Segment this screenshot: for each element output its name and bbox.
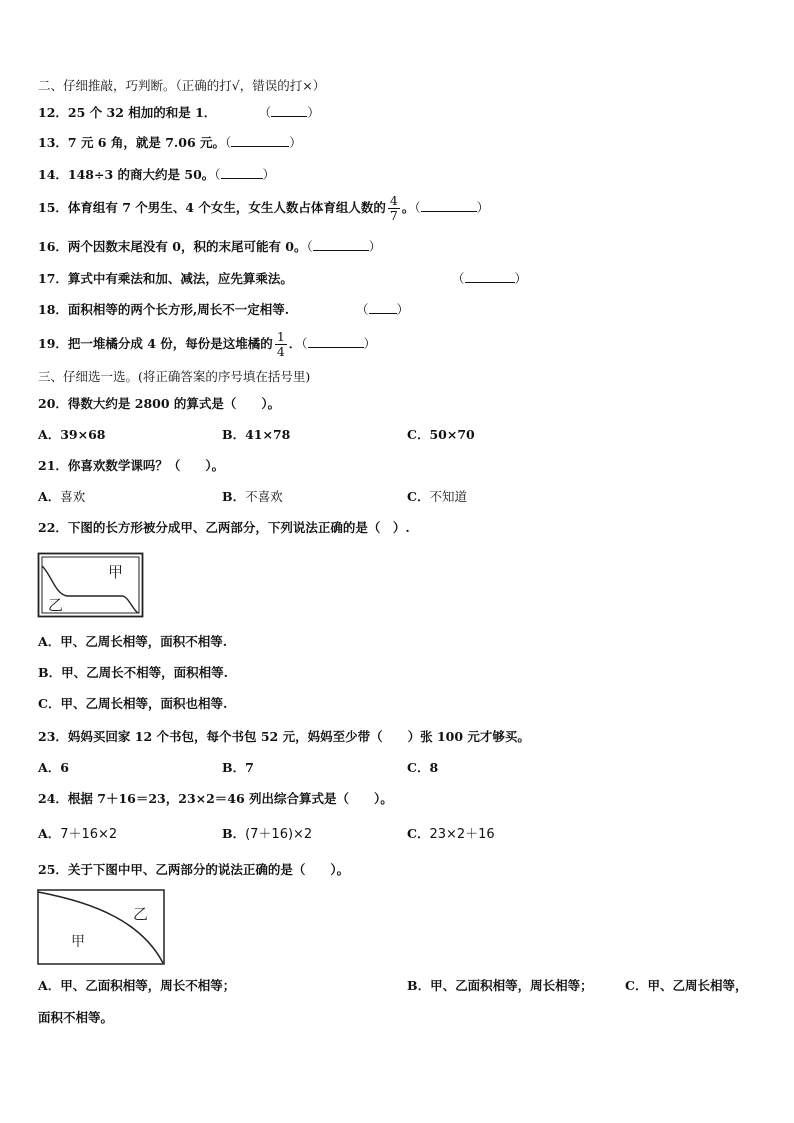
question-text: 25 个 32 相加的和是 1． xyxy=(67,105,217,120)
question-17 xyxy=(38,271,293,287)
label-yi: 乙 xyxy=(133,905,149,923)
question-text: 两个因数末尾没有 0，积的末尾可能有 0。 xyxy=(67,239,307,254)
question-text: 你喜欢数学课吗？（ ）。 xyxy=(67,458,225,473)
answer-blank[interactable] xyxy=(231,135,289,147)
option-b[interactable]: B．不喜欢 xyxy=(222,489,283,504)
question-16: 16．两个因数末尾没有 0，积的末尾可能有 0。（ ） xyxy=(38,239,382,254)
option-c[interactable]: C．甲、乙周长相等，面积也相等. xyxy=(38,696,228,711)
answer-blank[interactable] xyxy=(308,336,364,348)
question-number: 14． xyxy=(38,167,68,182)
option-c[interactable]: C．8 xyxy=(407,760,439,775)
option-b[interactable]: B．甲、乙面积相等，周长相等； xyxy=(407,978,593,993)
question-19: 19．把一堆橘分成 4 份，每份是这堆橘的 $\frac{1}{4}$ ．（ ） xyxy=(38,329,377,359)
question-text: 148÷3 的商大约是 50。 xyxy=(67,167,215,182)
option-b[interactable]: B．甲、乙周长不相等，面积相等. xyxy=(38,665,228,680)
question-number: 24． xyxy=(38,791,68,806)
question-18-answer: （ ） xyxy=(356,302,410,317)
question-22 xyxy=(38,520,410,536)
option-a[interactable]: A．7＋16×2 xyxy=(38,826,118,842)
question-number: 13． xyxy=(38,135,68,150)
label-jia: 甲 xyxy=(108,563,124,581)
question-number: 17． xyxy=(38,271,68,286)
question-text: 面积相等的两个长方形,周长不一定相等. xyxy=(67,302,290,317)
option-c[interactable]: C．不知道 xyxy=(407,489,467,504)
question-14: 14．148÷3 的商大约是 50。（ ） xyxy=(38,167,276,182)
question-number: 15． xyxy=(38,200,68,215)
section-2-title: 二、仔细推敲，巧判断。（正确的打√，错误的打×） xyxy=(38,78,326,93)
option-a[interactable]: A．甲、乙面积相等，周长不相等； xyxy=(38,978,236,993)
option-a[interactable]: A．6 xyxy=(38,760,69,775)
question-21 xyxy=(38,458,224,474)
question-12: 12．25 个 32 相加的和是 1． （ ） xyxy=(38,105,320,120)
rectangle-figure-22 xyxy=(37,552,145,618)
question-number: 16． xyxy=(38,239,68,254)
fraction-1-4: $\frac{1}{4}$ xyxy=(276,329,285,359)
question-text: 7 元 6 角，就是 7.06 元。 xyxy=(67,135,226,150)
option-b[interactable]: B．41×78 xyxy=(222,427,291,442)
question-text: 妈妈买回家 12 个书包，每个书包 52 元，妈妈至少带（ ）张 100 元才够买。 xyxy=(67,729,530,744)
question-15: 15．体育组有 7 个男生、4 个女生，女生人数占体育组人数的 $\frac{4}{7}$ 。（ ） xyxy=(38,193,490,223)
question-number: 23． xyxy=(38,729,68,744)
fraction-4-7: $\frac{4}{7}$ xyxy=(389,193,398,223)
question-text: 体育组有 7 个男生、4 个女生，女生人数占体育组人数的 xyxy=(67,200,386,215)
option-c[interactable]: C．50×70 xyxy=(407,427,475,442)
label-jia: 甲 xyxy=(71,934,85,950)
section-3-title: 三、仔细选一选。(将正确答案的序号填在括号里) xyxy=(38,369,311,384)
question-number: 21． xyxy=(38,458,68,473)
answer-blank[interactable] xyxy=(271,105,307,117)
option-c-continued: 面积不相等。 xyxy=(38,1010,114,1025)
question-number: 20． xyxy=(38,396,68,411)
question-25 xyxy=(38,862,349,878)
question-text: 关于下图中甲、乙两部分的说法正确的是（ ）。 xyxy=(67,862,350,877)
option-b[interactable]: B．7 xyxy=(222,760,254,775)
question-text: 下图的长方形被分成甲、乙两部分，下列说法正确的是（ ）. xyxy=(67,520,410,535)
option-b[interactable]: B．(7＋16)×2 xyxy=(222,826,313,842)
label-yi: 乙 xyxy=(48,596,64,614)
option-c[interactable]: C．23×2＋16 xyxy=(407,826,495,842)
question-number: 12． xyxy=(38,105,68,120)
question-20 xyxy=(38,396,280,412)
question-18 xyxy=(38,302,289,318)
question-number: 25． xyxy=(38,862,68,877)
question-number: 19． xyxy=(38,336,68,351)
answer-blank[interactable] xyxy=(221,167,263,179)
answer-blank[interactable] xyxy=(369,302,397,314)
answer-blank[interactable] xyxy=(465,271,515,283)
question-24 xyxy=(38,791,393,807)
question-text: 把一堆橘分成 4 份，每份是这堆橘的 xyxy=(67,336,273,351)
question-17-answer: （ ） xyxy=(452,271,528,286)
question-text: 根据 7＋16＝23，23×2＝46 列出综合算式是（ ）。 xyxy=(67,791,393,806)
question-13: 13．7 元 6 角，就是 7.06 元。（ ） xyxy=(38,135,302,150)
answer-blank[interactable] xyxy=(313,239,369,251)
option-a[interactable]: A．甲、乙周长相等，面积不相等. xyxy=(38,634,228,649)
question-text: 得数大约是 2800 的算式是（ ）。 xyxy=(67,396,281,411)
rectangle-figure-25 xyxy=(37,889,166,966)
dividing-curve xyxy=(38,892,163,963)
option-a[interactable]: A．39×68 xyxy=(38,427,106,442)
option-a[interactable]: A．喜欢 xyxy=(38,489,86,504)
option-c[interactable]: C．甲、乙周长相等， xyxy=(625,978,748,993)
question-text: 算式中有乘法和加、减法，应先算乘法。 xyxy=(67,271,293,286)
question-number: 22． xyxy=(38,520,68,535)
figure-border xyxy=(38,890,164,964)
answer-blank[interactable] xyxy=(421,200,477,212)
question-number: 18． xyxy=(38,302,68,317)
question-23 xyxy=(38,729,530,745)
